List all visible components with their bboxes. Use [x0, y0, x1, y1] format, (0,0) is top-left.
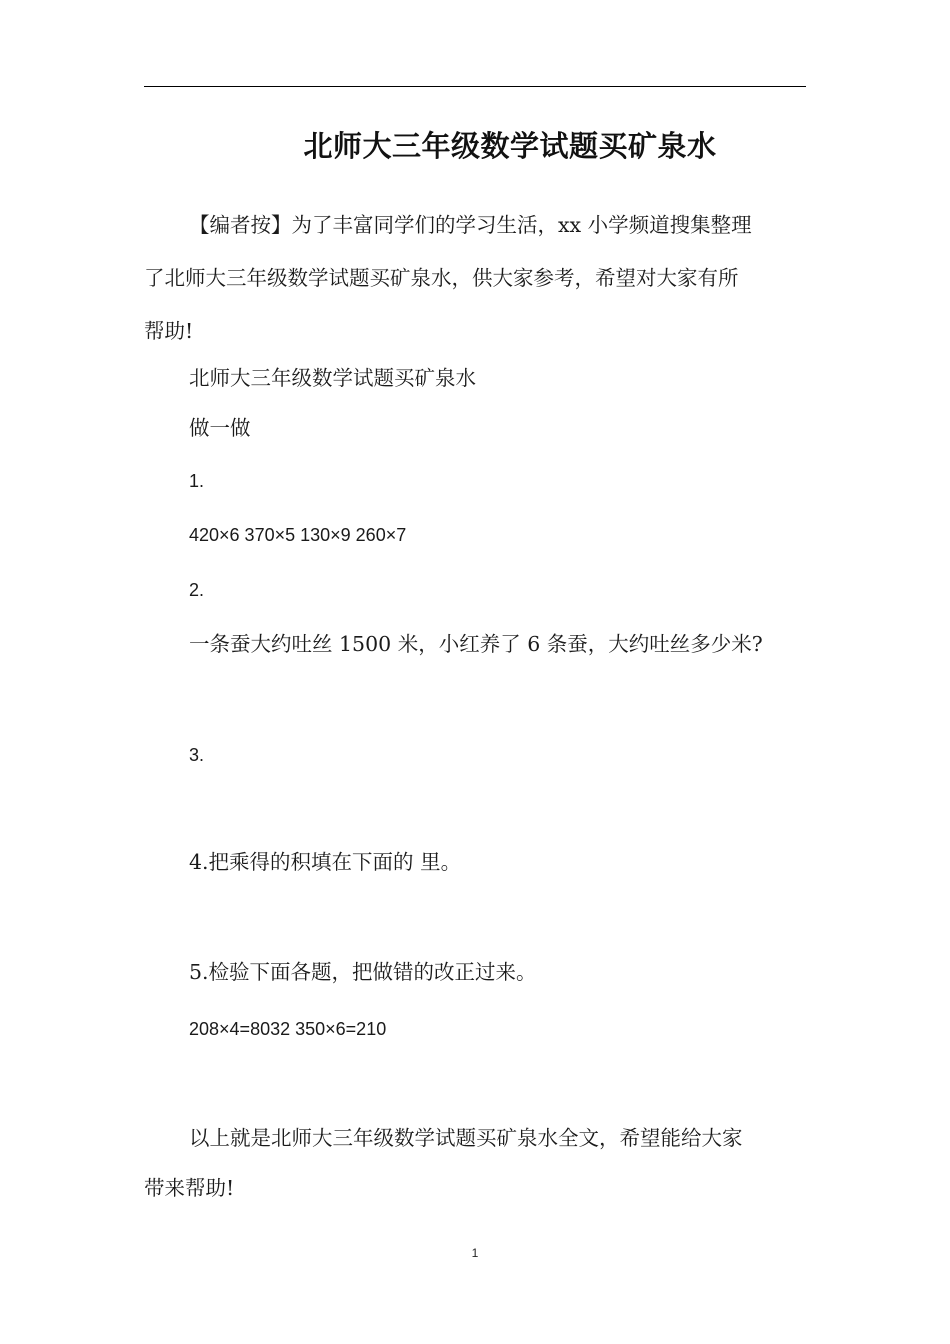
subtitle: 北师大三年级数学试题买矿泉水 — [189, 366, 476, 390]
page-number: 1 — [471, 1246, 479, 1260]
question-3-label: 3. — [189, 745, 205, 765]
question-5: 5.检验下面各题，把做错的改正过来。 — [189, 960, 537, 984]
header-rule — [144, 86, 806, 87]
intro-line-1: 【编者按】为了丰富同学们的学习生活，xx 小学频道搜集整理 — [189, 213, 752, 237]
closing-line-1: 以上就是北师大三年级数学试题买矿泉水全文，希望能给大家 — [189, 1126, 743, 1150]
question-2-content: 一条蚕大约吐丝 1500 米，小红养了 6 条蚕，大约吐丝多少米? — [189, 632, 763, 656]
document-title: 北师大三年级数学试题买矿泉水 — [303, 129, 717, 163]
question-4: 4.把乘得的积填在下面的 里。 — [189, 850, 462, 874]
intro-line-2: 了北师大三年级数学试题买矿泉水，供大家参考，希望对大家有所 — [144, 266, 739, 290]
intro-line-3: 帮助! — [144, 319, 194, 343]
question-1-content: 420×6 370×5 130×9 260×7 — [189, 525, 407, 545]
intro-paragraph — [144, 199, 808, 358]
question-5-content: 208×4=8032 350×6=210 — [189, 1019, 387, 1039]
closing-line-2: 带来帮助! — [144, 1176, 235, 1200]
question-1-label: 1. — [189, 471, 205, 491]
section-heading: 做一做 — [189, 416, 251, 440]
question-2-label: 2. — [189, 580, 205, 600]
